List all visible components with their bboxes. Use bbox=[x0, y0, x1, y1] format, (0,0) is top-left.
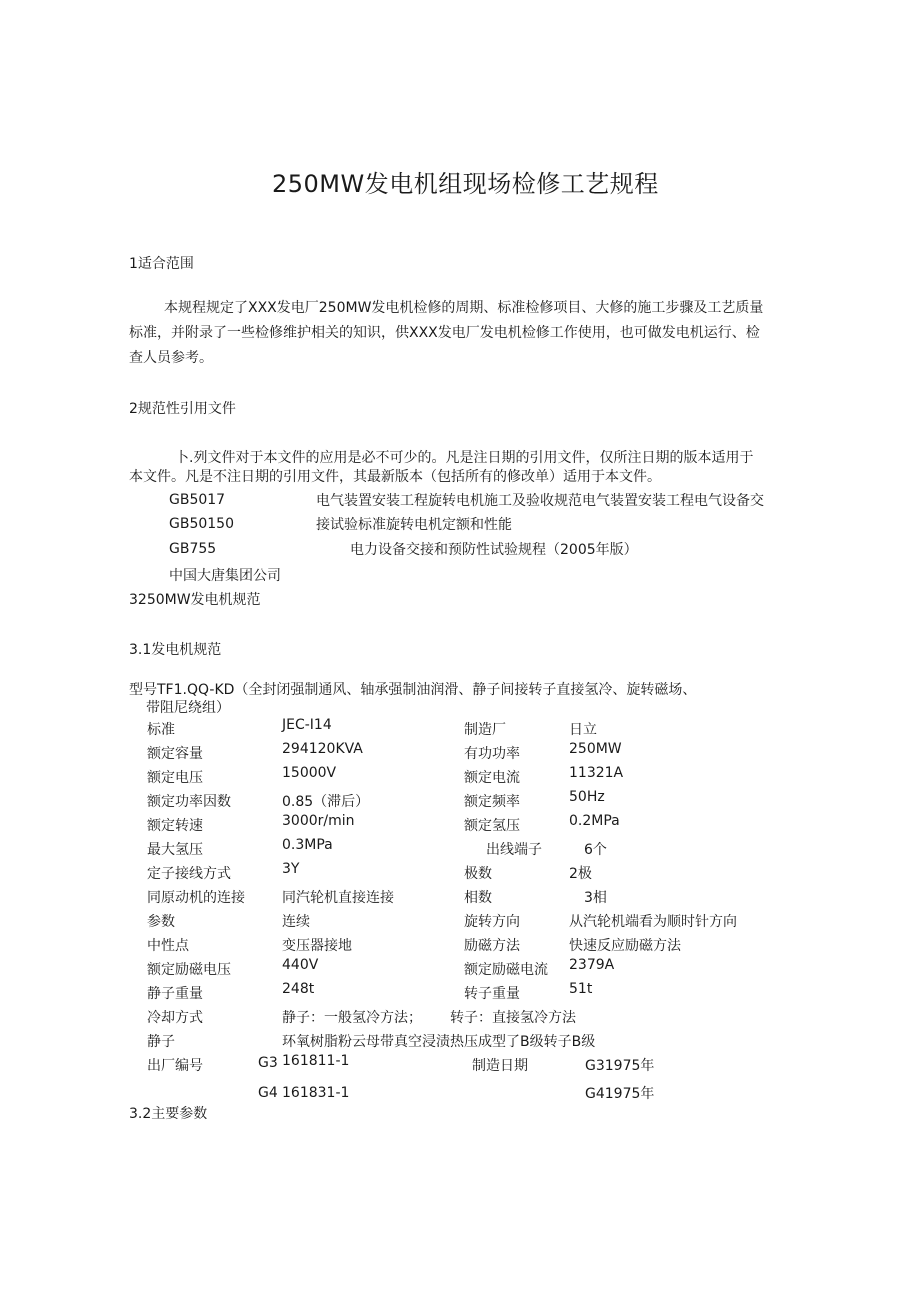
spec-value: 3Y bbox=[282, 861, 300, 877]
spec-value: 2379A bbox=[569, 957, 615, 973]
spec-value: 转子：直接氢冷方法 bbox=[450, 1010, 576, 1026]
spec-value: G31975年 bbox=[585, 1058, 655, 1074]
spec-key: 额定电流 bbox=[464, 770, 520, 786]
spec-key: 定子接线方式 bbox=[147, 866, 231, 882]
spec-value: 同汽轮机直接连接 bbox=[282, 890, 394, 906]
spec-key: 静子重量 bbox=[147, 986, 203, 1002]
section-1-heading: 1适合范围 bbox=[129, 256, 194, 272]
section-2-heading: 2规范性引用文件 bbox=[129, 401, 236, 417]
spec-value: 50Hz bbox=[569, 789, 605, 805]
spec-key: 额定氢压 bbox=[464, 818, 520, 834]
reference-code: GB5017 bbox=[169, 492, 226, 508]
spec-key: 参数 bbox=[147, 914, 175, 930]
page-title: 250MW发电机组现场检修工艺规程 bbox=[272, 170, 659, 198]
serial-prefix: G4 bbox=[258, 1085, 278, 1101]
section-3-2-heading: 3.2主要参数 bbox=[129, 1106, 208, 1122]
spec-value: 静子：一般氢冷方法； bbox=[282, 1010, 422, 1026]
spec-key: 额定励磁电流 bbox=[464, 962, 548, 978]
serial-prefix: G3 bbox=[258, 1055, 278, 1071]
spec-value: 0.3MPa bbox=[282, 837, 333, 853]
spec-value: 11321A bbox=[569, 765, 624, 781]
section-1-paragraph-line: 查人员参考。 bbox=[129, 350, 213, 366]
spec-value: 3000r/min bbox=[282, 813, 355, 829]
spec-key: 制造日期 bbox=[472, 1058, 528, 1074]
reference-code: GB50150 bbox=[169, 516, 234, 532]
spec-value: 294120KVA bbox=[282, 741, 363, 757]
spec-key: 静子 bbox=[147, 1034, 175, 1050]
spec-key: 制造厂 bbox=[464, 722, 506, 738]
spec-value: 变压器接地 bbox=[282, 938, 352, 954]
spec-key: 最大氢压 bbox=[147, 842, 203, 858]
spec-key: 旋转方向 bbox=[464, 914, 520, 930]
reference-text: 电力设备交接和预防性试验规程（2005年版） bbox=[350, 542, 638, 558]
section-2-paragraph-line: 卜.列文件对于本文件的应用是必不可少的。凡是注日期的引用文件，仅所注日期的版本适用于 bbox=[175, 450, 754, 466]
reference-text: 电气装置安装工程旋转电机施工及验收规范电气装置安装工程电气设备交 bbox=[316, 493, 764, 509]
reference-code: GB755 bbox=[169, 541, 217, 557]
spec-value: 15000V bbox=[282, 765, 337, 781]
spec-value: 6个 bbox=[584, 842, 607, 858]
spec-value: 440V bbox=[282, 957, 319, 973]
spec-key: 出线端子 bbox=[486, 842, 542, 858]
spec-key: 额定励磁电压 bbox=[147, 962, 231, 978]
spec-key: 中性点 bbox=[147, 938, 189, 954]
spec-value: 从汽轮机端看为顺时针方向 bbox=[569, 914, 737, 930]
spec-value: 250MW bbox=[569, 741, 622, 757]
spec-value: 51t bbox=[569, 981, 593, 997]
spec-key: 有功功率 bbox=[464, 746, 520, 762]
spec-key: 额定频率 bbox=[464, 794, 520, 810]
reference-organization: 中国大唐集团公司 bbox=[169, 568, 281, 584]
spec-value: G41975年 bbox=[585, 1086, 655, 1102]
section-2-paragraph-line: 本文件。凡是不注日期的引用文件，其最新版本（包括所有的修改单）适用于本文件。 bbox=[129, 469, 661, 485]
spec-key: 极数 bbox=[464, 866, 492, 882]
spec-value: 连续 bbox=[282, 914, 310, 930]
spec-key: 出厂编号 bbox=[147, 1058, 203, 1074]
spec-key: 转子重量 bbox=[464, 986, 520, 1002]
spec-value: 161831-1 bbox=[282, 1085, 350, 1101]
spec-value: 161811-1 bbox=[282, 1053, 350, 1069]
spec-key: 冷却方式 bbox=[147, 1010, 203, 1026]
spec-key: 标准 bbox=[147, 722, 175, 738]
spec-key: 励磁方法 bbox=[464, 938, 520, 954]
section-1-paragraph-line: 标准，并附录了一些检修维护相关的知识，供XXX发电厂发电机检修工作使用，也可做发电机运行、检 bbox=[129, 325, 760, 341]
model-description-line: 型号TF1.QQ-KD（全封闭强制通风、轴承强制油润滑、静子间接转子直接氢冷、旋转磁场、 bbox=[129, 682, 697, 698]
section-1-paragraph-line: 本规程规定了XXX发电厂250MW发电机检修的周期、标准检修项目、大修的施工步骤及工艺质量 bbox=[164, 300, 764, 316]
reference-text: 接试验标准旋转电机定额和性能 bbox=[316, 517, 512, 533]
spec-value: 3相 bbox=[584, 890, 607, 906]
spec-value: 环氧树脂粉云母带真空浸渍热压成型了B级转子B级 bbox=[282, 1034, 596, 1050]
spec-value: 0.2MPa bbox=[569, 813, 620, 829]
section-3-1-heading: 3.1发电机规范 bbox=[129, 642, 222, 658]
spec-key: 额定电压 bbox=[147, 770, 203, 786]
spec-value: 248t bbox=[282, 981, 315, 997]
spec-key: 额定功率因数 bbox=[147, 794, 231, 810]
spec-key: 相数 bbox=[464, 890, 492, 906]
section-3-heading: 3250MW发电机规范 bbox=[129, 592, 261, 608]
spec-value: 0.85（滞后） bbox=[282, 794, 370, 810]
spec-key: 同原动机的连接 bbox=[147, 890, 245, 906]
spec-key: 额定转速 bbox=[147, 818, 203, 834]
spec-key: 额定容量 bbox=[147, 746, 203, 762]
spec-value: 快速反应励磁方法 bbox=[569, 938, 681, 954]
spec-value: 2极 bbox=[569, 866, 592, 882]
spec-value: JEC-I14 bbox=[282, 717, 332, 733]
model-description-line: 带阻尼绕组） bbox=[146, 700, 230, 716]
spec-value: 日立 bbox=[569, 722, 597, 738]
